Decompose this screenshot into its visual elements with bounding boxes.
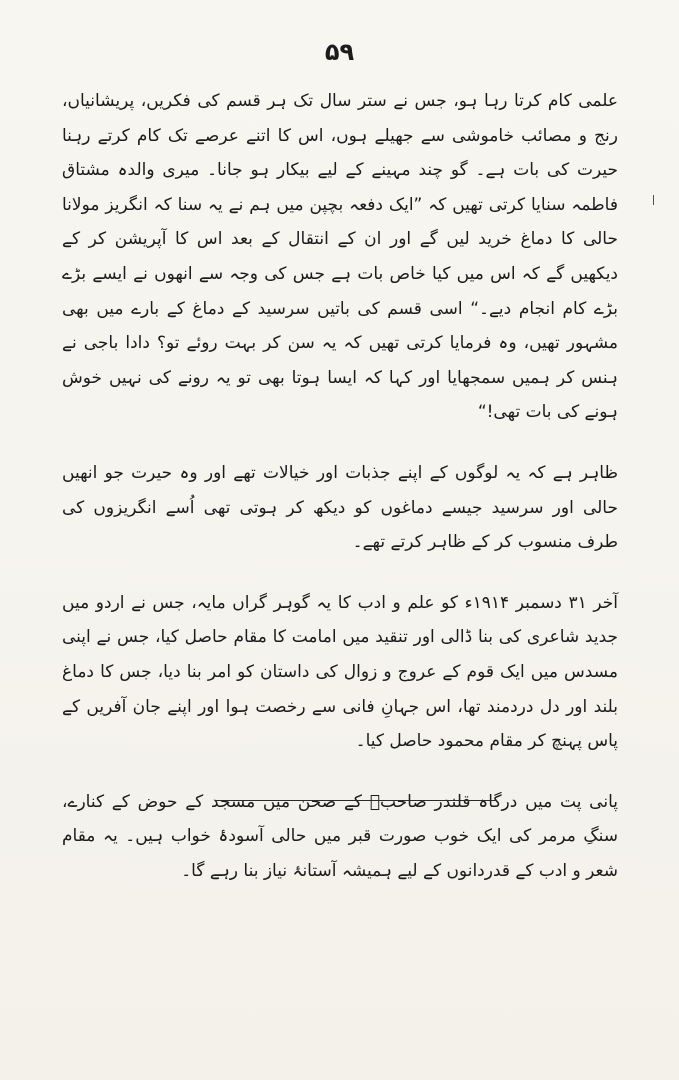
paragraph-1: علمی کام کرتا رہا ہو، جس نے ستر سال تک ہر قسم کی فکریں، پریشانیاں، رنج و مصائب خاموشی سے جھیلے ہوں، اس کا اتنے عرصے تک کام کرتے رہنا حیرت کی بات ہے۔ گو چند مہینے کے لیے بیکار ہو جانا۔ میری والدہ مشتاق فاطمہ سنایا کرتی تھیں کہ ”ایک دفعہ بچپن میں ہم نے یہ سنا کہ انگریز مولانا حالی کا دماغ خرید لیں گے اور ان کے انتقال کے بعد اس کا آپریشن کر کے دیکھیں گے کہ اس میں کیا خاص بات ہے جس کی وجہ سے انھوں نے ایسے بڑے بڑے کام انجام دیے۔“ اسی قسم کی باتیں سرسید کے دماغ کے بارے میں بھی مشہور تھیں، وہ فرمایا کرتی تھیں کہ یہ سن کر بہت روئے تو؟ دادا باجی نے ہنس کر ہمیں سمجھایا اور کہا کہ ایسا ہوتا بھی تو یہ رونے کی نہیں خوش ہونے کی بات تھی!“ (62, 91, 618, 423)
end-rule (215, 800, 497, 801)
page-number: ۵۹ (324, 38, 355, 66)
body-text (62, 84, 618, 888)
paragraph-3: آخر ۳۱ دسمبر ۱۹۱۴ء کو علم و ادب کا یہ گوہر گراں مایہ، جس نے اردو میں جدید شاعری کی بنا ڈالی اور تنقید میں امامت کا مقام حاصل کیا، جس نے اپنی مسدس میں ایک قوم کے عروج و زوال کی داستان کو امر بنا دیا، جس کا دماغ بلند اور دل دردمند تھا، اس جہانِ فانی سے رخصت ہوا اور اپنے جان آفریں کے پاس پہنچ کر مقام محمود حاصل کیا۔ (62, 592, 618, 752)
paragraph-4: پانی پت میں درگاہ قلندر صاحبؒ کے صحن میں مسجد کے حوض کے کنارے، سنگِ مرمر کی ایک خوب صورت قبر میں حالی آسودۂ خواب ہیں۔ یہ مقام شعر و ادب کے قدردانوں کے لیے ہمیشہ آستانۂ نیاز بنا رہے گا۔ (62, 791, 618, 881)
margin-mark (653, 195, 654, 205)
paragraph-2: ظاہر ہے کہ یہ لوگوں کے اپنے جذبات اور خیالات تھے اور وہ حیرت جو انھیں حالی اور سرسید جیسے دماغوں کو دیکھ کر ہوتی تھی اُسے انگریزوں کی طرف منسوب کر کے ظاہر کرتے تھے۔ (62, 462, 618, 553)
